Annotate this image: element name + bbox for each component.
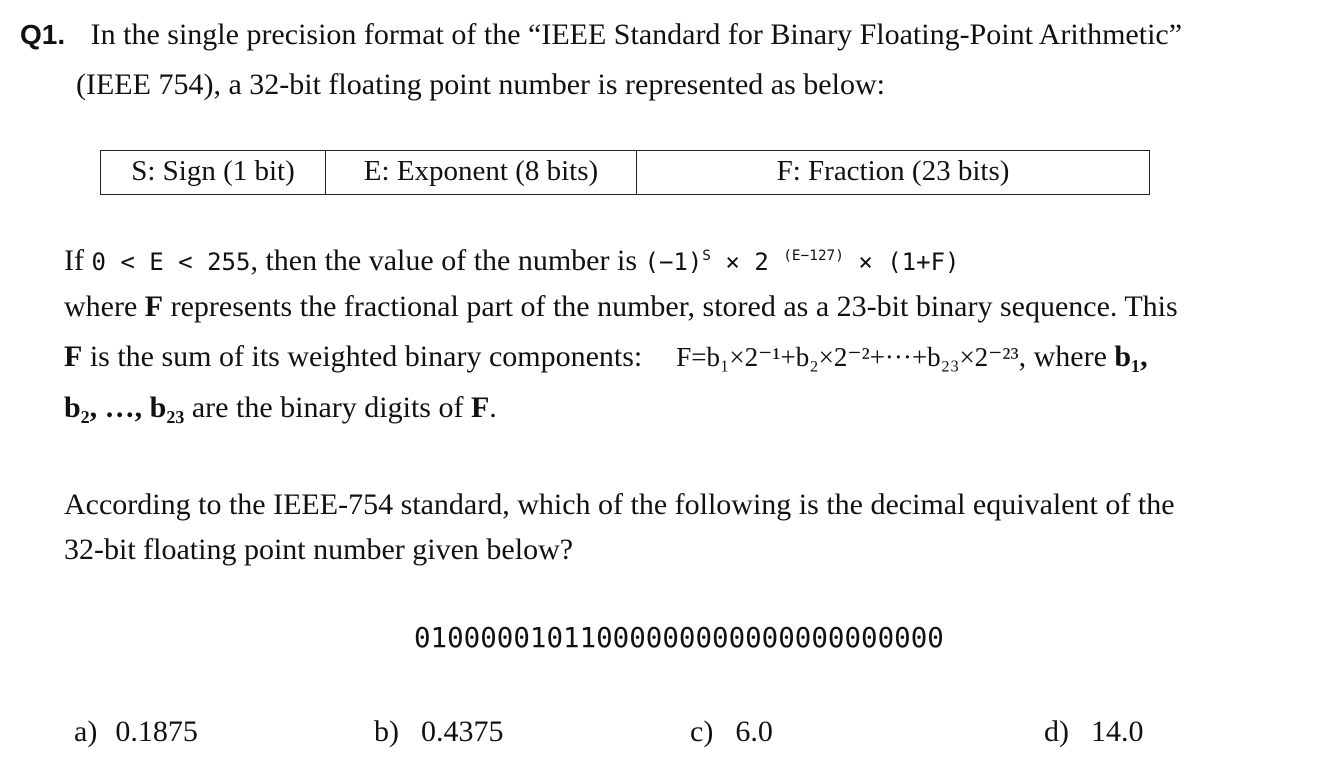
- sum-line: [64, 342, 1148, 372]
- option-letter: c): [690, 715, 714, 748]
- digits-text: are the binary digits of: [184, 391, 471, 424]
- intro-text-2: (IEEE 754), a 32-bit floating point number is represented as below:: [76, 68, 885, 101]
- sum-b1: b₁,: [1114, 340, 1148, 373]
- question-line1: [20, 20, 1182, 50]
- intro-text-1: In the single precision format of the “IEEE Standard for Binary Floating-Point Arithmetic”: [90, 18, 1183, 51]
- question-number: Q1.: [20, 19, 66, 50]
- option-value: 0.1875: [115, 715, 198, 748]
- formula-mid: × 2: [710, 248, 784, 276]
- option-a[interactable]: [74, 717, 198, 747]
- value-formula: [645, 248, 960, 276]
- digits-line: [64, 393, 497, 423]
- option-value: 0.4375: [421, 715, 504, 748]
- condition-text: , then the value of the number is: [250, 244, 637, 277]
- option-letter: a): [74, 715, 98, 748]
- option-b[interactable]: [374, 717, 504, 747]
- option-d[interactable]: [1044, 717, 1144, 747]
- condition-line: [64, 246, 959, 276]
- option-value: 6.0: [735, 715, 773, 748]
- where-f: F: [144, 290, 164, 323]
- formula-base: (−1): [644, 248, 703, 276]
- digits-f: F: [470, 391, 490, 424]
- option-letter: b): [374, 715, 399, 748]
- where-text: where: [64, 290, 145, 323]
- exponent-field-cell: E: Exponent (8 bits): [326, 151, 637, 195]
- formula-exponent-e: (E−127): [783, 247, 844, 264]
- digits-end: .: [489, 391, 497, 424]
- binary-number: 01000001011000000000000000000000: [414, 622, 944, 654]
- digits-b: b₂, …, b₂₃: [64, 391, 185, 424]
- fraction-field-cell: F: Fraction (23 bits): [637, 151, 1150, 195]
- sum-f: F: [64, 340, 83, 373]
- format-table: [100, 150, 1150, 195]
- formula-end: × (1+F): [843, 248, 960, 276]
- option-letter: d): [1044, 715, 1069, 748]
- sum-where: , where: [1018, 340, 1115, 373]
- sum-formula: F=b₁×2⁻¹+b₂×2⁻²+···+b₂₃×2⁻²³: [676, 342, 1019, 372]
- where-text-2: represents the fractional part of the number, stored as a 23-bit binary sequence. This: [163, 290, 1178, 323]
- condition-expression: 0 < E < 255: [91, 248, 251, 276]
- option-value: 14.0: [1091, 715, 1144, 748]
- option-c[interactable]: [690, 717, 773, 747]
- ask-text-2: 32-bit floating point number given below?: [64, 533, 574, 566]
- formula-exponent-s: S: [702, 247, 711, 264]
- ask-text-1: According to the IEEE-754 standard, which of the following is the decimal equivalent of the: [64, 488, 1175, 521]
- where-line: [64, 292, 1178, 322]
- sign-field-cell: S: Sign (1 bit): [101, 151, 326, 195]
- condition-prefix: If: [64, 244, 84, 277]
- sum-text: is the sum of its weighted binary components:: [82, 340, 643, 373]
